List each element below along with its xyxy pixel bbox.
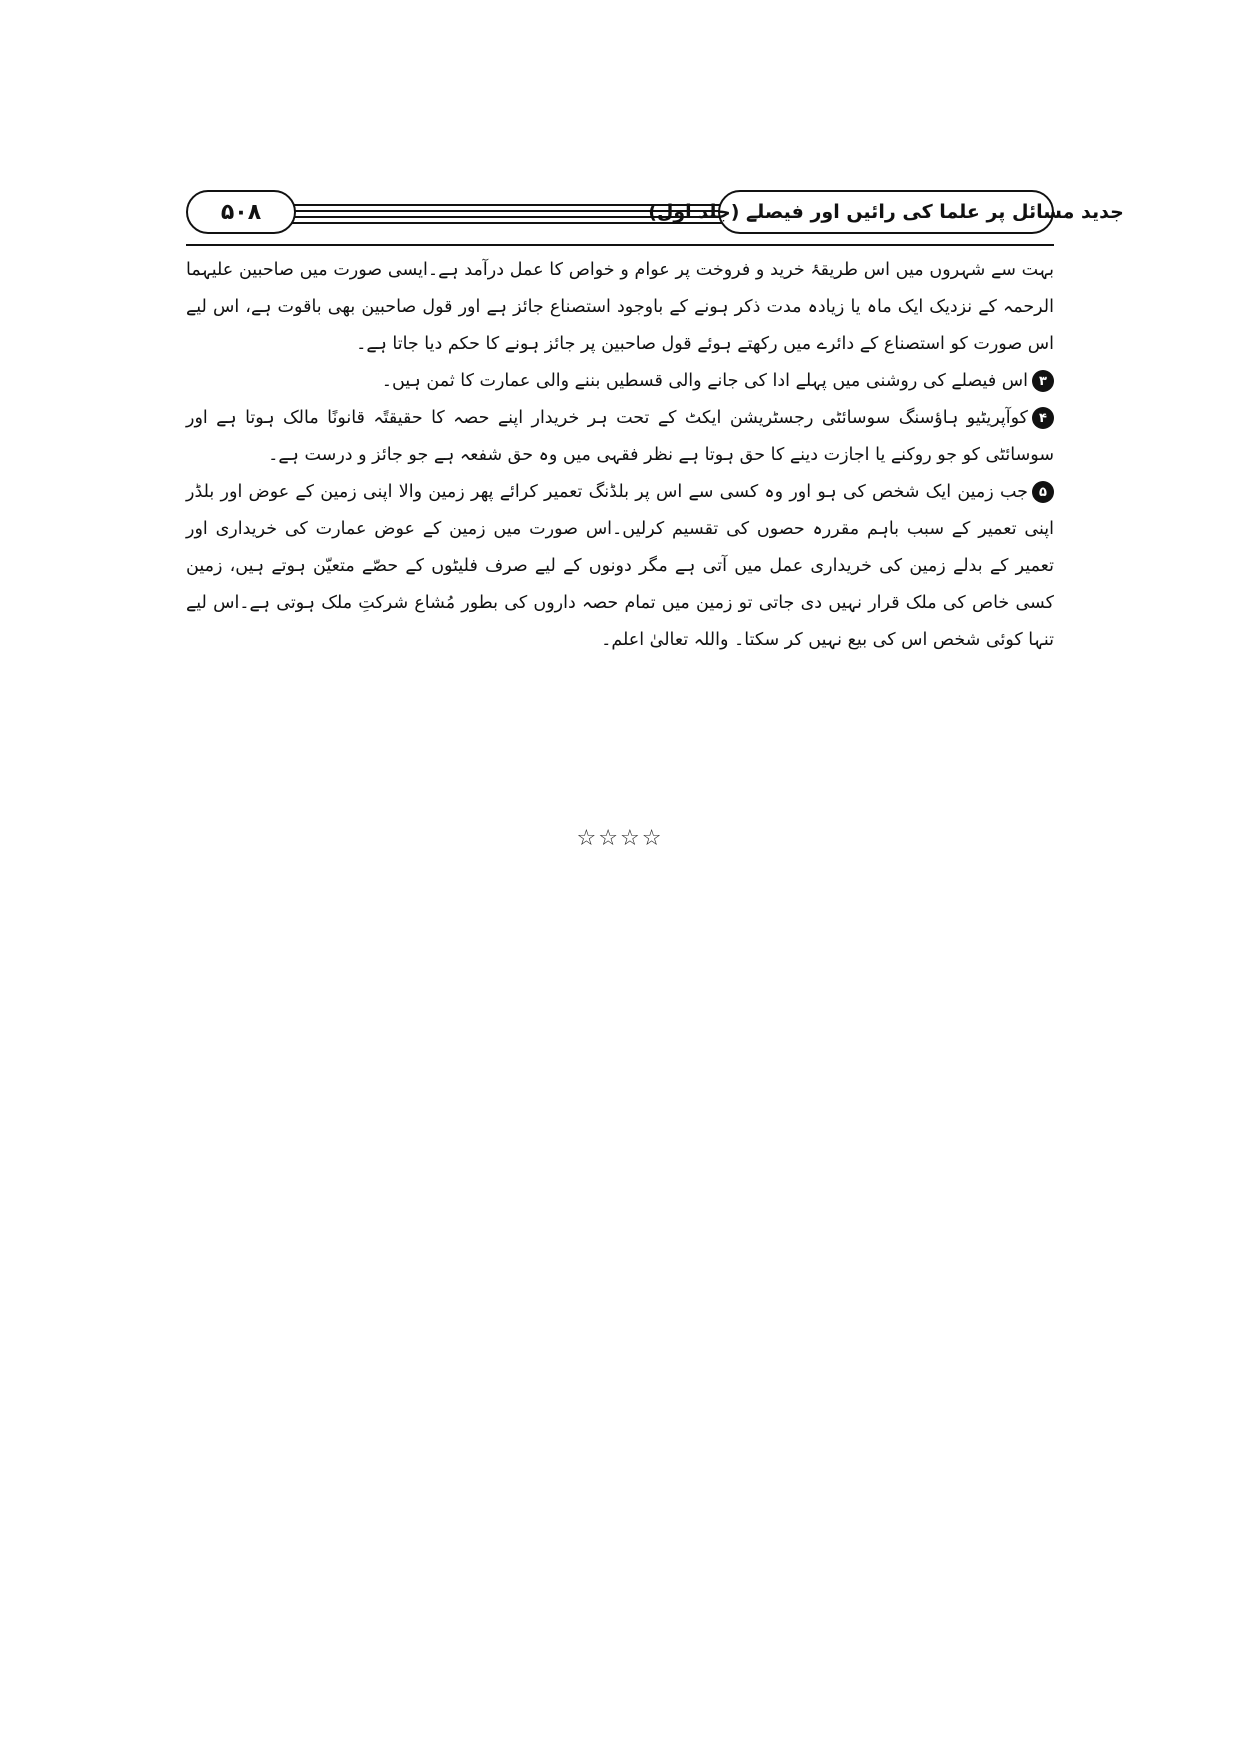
paragraph-3: [186, 363, 1054, 400]
paragraph-continuation: بہت سے شہروں میں اس طریقۂ خرید و فروخت پر عوام و خواص کا عمل درآمد ہے۔ایسی صورت میں صاحبین علیہما الرحمہ کے نزدیک ایک ماہ یا زیادہ مدت ذکر ہونے کے باوجود استصناع جائز ہے اور قول صاحبین بھی باقوت ہے، اس لیے اس صورت کو استصناع کے دائرے میں رکھتے ہوئے قول صاحبین پر جائز ہونے کا حکم دیا جاتا ہے۔: [186, 260, 1054, 354]
page-number: ۵۰۸: [186, 190, 296, 234]
paragraph-number-badge: ۵: [1032, 481, 1054, 503]
paragraph-4: [186, 400, 1054, 474]
paragraph-4-text: کوآپریٹیو ہاؤسنگ سوسائٹی رجسٹریشن ایکٹ کے تحت ہر خریدار اپنے حصہ کا حقیقتًہ قانونًا مالک ہوتا ہے اور سوسائٹی کو جو روکنے یا اجازت دینے کا حق ہوتا ہے نظر فقہی میں وہ حق شفعہ ہے جو جائز و درست ہے۔: [186, 408, 1054, 465]
paragraph-number-badge: ۳: [1032, 370, 1054, 392]
book-title: جدید مسائل پر علما کی رائیں اور فیصلے (جلد اول): [718, 190, 1054, 234]
paragraph-number-badge: ۴: [1032, 407, 1054, 429]
header-underline: [186, 244, 1054, 246]
paragraph-3-text: اس فیصلے کی روشنی میں پہلے ادا کی جانے والی قسطیں بننے والی عمارت کا ثمن ہیں۔: [381, 371, 1028, 391]
paragraph-5: [186, 474, 1054, 659]
body-text: [186, 252, 1054, 659]
paragraph-5-text: جب زمین ایک شخص کی ہو اور وہ کسی سے اس پر بلڈنگ تعمیر کرائے پھر زمین والا اپنی زمین کے عوض اور بلڈر اپنی تعمیر کے سبب باہم مقررہ حصوں کی تقسیم کرلیں۔اس صورت میں زمین کے عوض عمارت کی خریداری اور تعمیر کے بدلے زمین کی خریداری عمل میں آتی ہے مگر دونوں کے لیے صرف فلیٹوں کے حصّے متعیّن ہوتے ہیں، زمین کسی خاص کی ملک قرار نہیں دی جاتی تو زمین میں تمام حصہ داروں کی بطور مُشاع شرکتِ ملک ہوتی ہے۔اس لیے تنہا کوئی شخص اس کی بیع نہیں کر سکتا۔ واللہ تعالیٰ اعلم۔: [186, 482, 1054, 650]
section-end-stars: ☆☆☆☆: [576, 826, 664, 851]
page-header: [186, 188, 1124, 240]
